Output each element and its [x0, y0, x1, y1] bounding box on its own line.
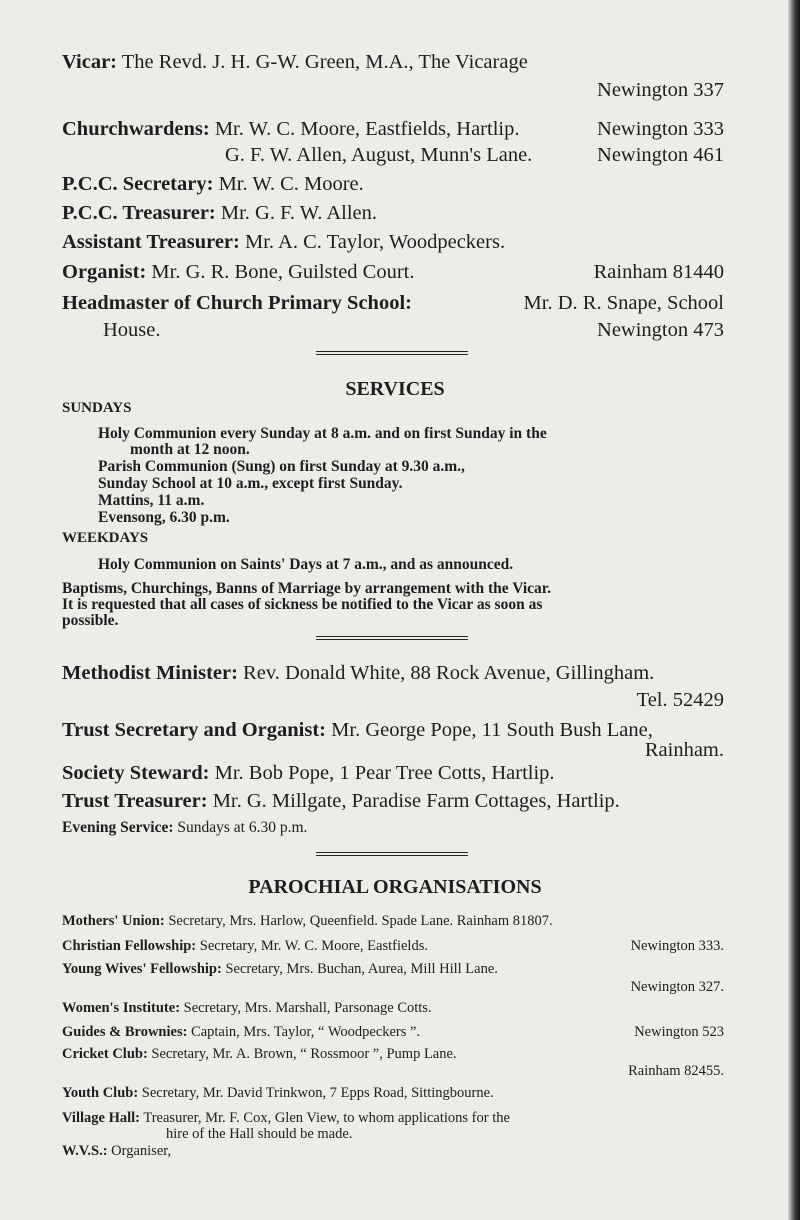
churchwardens-phone-1: Newington 333	[597, 118, 724, 140]
trust-secretary-label: Trust Secretary and Organist:	[62, 719, 327, 741]
village-hall-cont: hire of the Hall should be made.	[166, 1126, 353, 1142]
trust-secretary-text: Mr. George Pope, 11 South Bush Lane,	[331, 719, 653, 741]
womens-institute-text: Secretary, Mrs. Marshall, Parsonage Cotts.	[183, 1000, 432, 1016]
society-steward-line	[62, 761, 555, 785]
section-divider	[316, 636, 468, 640]
vicar-text: The Revd. J. H. G-W. Green, M.A., The Vicarage	[121, 51, 528, 73]
organist-label: Organist:	[62, 261, 147, 283]
sundays-line-2: month at 12 noon.	[130, 441, 250, 458]
churchwardens-line-1	[62, 117, 519, 141]
vicar-phone: Newington 337	[597, 79, 724, 101]
organist-text: Mr. G. R. Bone, Guilsted Court.	[151, 261, 415, 283]
methodist-minister-phone: Tel. 52429	[636, 689, 724, 711]
vicar-line	[62, 50, 528, 74]
young-wives-phone: Newington 327.	[630, 979, 724, 995]
evening-service-text: Sundays at 6.30 p.m.	[177, 819, 308, 836]
christian-fellowship-line	[62, 938, 428, 954]
churchwardens-text-2: G. F. W. Allen, August, Munn's Lane.	[225, 144, 533, 166]
organist-line	[62, 260, 415, 284]
sundays-line-1	[98, 425, 724, 442]
churchwardens-text-1: Mr. W. C. Moore, Eastfields, Hartlip.	[214, 118, 520, 140]
guides-text: Captain, Mrs. Taylor, “ Woodpeckers ”.	[191, 1024, 421, 1040]
services-heading: SERVICES	[345, 378, 445, 400]
womens-institute-label: Women's Institute:	[62, 1000, 181, 1016]
methodist-minister-text: Rev. Donald White, 88 Rock Avenue, Gillingham.	[243, 662, 655, 684]
assistant-treasurer-text: Mr. A. C. Taylor, Woodpeckers.	[244, 231, 506, 253]
methodist-minister-label: Methodist Minister:	[62, 662, 238, 684]
pcc-secretary-label: P.C.C. Secretary:	[62, 173, 214, 195]
trust-secretary-line	[62, 718, 653, 742]
vicar-label: Vicar:	[62, 51, 118, 73]
sundays-line-3: Parish Communion (Sung) on first Sunday at 9.30 a.m.,	[98, 458, 465, 475]
weekdays-heading: WEEKDAYS	[62, 530, 149, 546]
pcc-treasurer-label: P.C.C. Treasurer:	[62, 202, 216, 224]
pcc-treasurer-line	[62, 201, 377, 225]
headmaster-line	[62, 291, 724, 315]
wvs-text: Organiser,	[111, 1143, 172, 1159]
weekdays-line: Holy Communion on Saints' Days at 7 a.m., and as announced.	[98, 556, 514, 573]
young-wives-text: Secretary, Mrs. Buchan, Aurea, Mill Hill Lane.	[225, 961, 498, 977]
youth-label: Youth Club:	[62, 1085, 139, 1101]
assistant-treasurer-label: Assistant Treasurer:	[62, 231, 240, 253]
sundays-heading: SUNDAYS	[62, 400, 132, 416]
youth-line	[62, 1085, 494, 1101]
headmaster-label: Headmaster of Church Primary School:	[62, 292, 412, 314]
headmaster-phone: Newington 473	[597, 319, 724, 341]
village-hall-text: Treasurer, Mr. F. Cox, Glen View, to whom applications for the	[143, 1110, 510, 1126]
village-hall-label: Village Hall:	[62, 1110, 140, 1126]
pcc-secretary-text: Mr. W. C. Moore.	[218, 173, 364, 195]
churchwardens-phone-2: Newington 461	[597, 144, 724, 166]
wvs-label: W.V.S.:	[62, 1143, 108, 1159]
notes-line-2: It is requested that all cases of sickness be notified to the Vicar as soon as	[62, 596, 543, 613]
organist-phone: Rainham 81440	[593, 261, 724, 283]
christian-fellowship-phone: Newington 333.	[630, 938, 724, 954]
methodist-minister-line	[62, 661, 654, 685]
pcc-secretary-line	[62, 172, 364, 196]
headmaster-text: Mr. D. R. Snape, School	[523, 292, 724, 314]
society-steward-text: Mr. Bob Pope, 1 Pear Tree Cotts, Hartlip.	[214, 762, 555, 784]
cricket-line	[62, 1046, 457, 1062]
guides-phone: Newington 523	[634, 1024, 724, 1040]
assistant-treasurer-line	[62, 230, 505, 254]
village-hall-line	[62, 1110, 510, 1126]
section-divider	[316, 351, 468, 355]
guides-label: Guides & Brownies:	[62, 1024, 188, 1040]
young-wives-line	[62, 961, 498, 977]
wvs-line	[62, 1143, 171, 1159]
sundays-line-1-text: Holy Communion every Sunday at 8 a.m. and on first Sunday in the	[98, 425, 547, 442]
mothers-union-label: Mothers' Union:	[62, 913, 165, 929]
sundays-line-5: Mattins, 11 a.m.	[98, 492, 205, 509]
trust-treasurer-text: Mr. G. Millgate, Paradise Farm Cottages, Hartlip.	[212, 790, 620, 812]
trust-treasurer-label: Trust Treasurer:	[62, 790, 208, 812]
cricket-phone: Rainham 82455.	[628, 1063, 724, 1079]
organisations-heading: PAROCHIAL ORGANISATIONS	[248, 876, 542, 898]
society-steward-label: Society Steward:	[62, 762, 210, 784]
sundays-line-4: Sunday School at 10 a.m., except first Sunday.	[98, 475, 403, 492]
christian-fellowship-text: Secretary, Mr. W. C. Moore, Eastfields.	[199, 938, 428, 954]
trust-treasurer-line	[62, 789, 620, 813]
section-divider	[316, 852, 468, 856]
evening-service-label: Evening Service:	[62, 819, 174, 836]
pcc-treasurer-text: Mr. G. F. W. Allen.	[220, 202, 377, 224]
trust-secretary-cont: Rainham.	[644, 739, 724, 761]
youth-text: Secretary, Mr. David Trinkwon, 7 Epps Road, Sittingbourne.	[141, 1085, 494, 1101]
sundays-line-6: Evensong, 6.30 p.m.	[98, 509, 230, 526]
cricket-text: Secretary, Mr. A. Brown, “ Rossmoor ”, Pump Lane.	[151, 1046, 457, 1062]
christian-fellowship-label: Christian Fellowship:	[62, 938, 197, 954]
guides-line	[62, 1024, 420, 1040]
evening-service-line	[62, 819, 307, 836]
cricket-label: Cricket Club:	[62, 1046, 148, 1062]
notes-line-1: Baptisms, Churchings, Banns of Marriage by arrangement with the Vicar.	[62, 580, 552, 597]
womens-institute-line	[62, 1000, 432, 1016]
mothers-union-text: Secretary, Mrs. Harlow, Queenfield. Spade Lane. Rainham 81807.	[168, 913, 553, 929]
headmaster-cont: House.	[103, 319, 161, 341]
young-wives-label: Young Wives' Fellowship:	[62, 961, 222, 977]
mothers-union-line	[62, 913, 553, 929]
churchwardens-label: Churchwardens:	[62, 118, 210, 140]
notes-line-3: possible.	[62, 612, 119, 629]
